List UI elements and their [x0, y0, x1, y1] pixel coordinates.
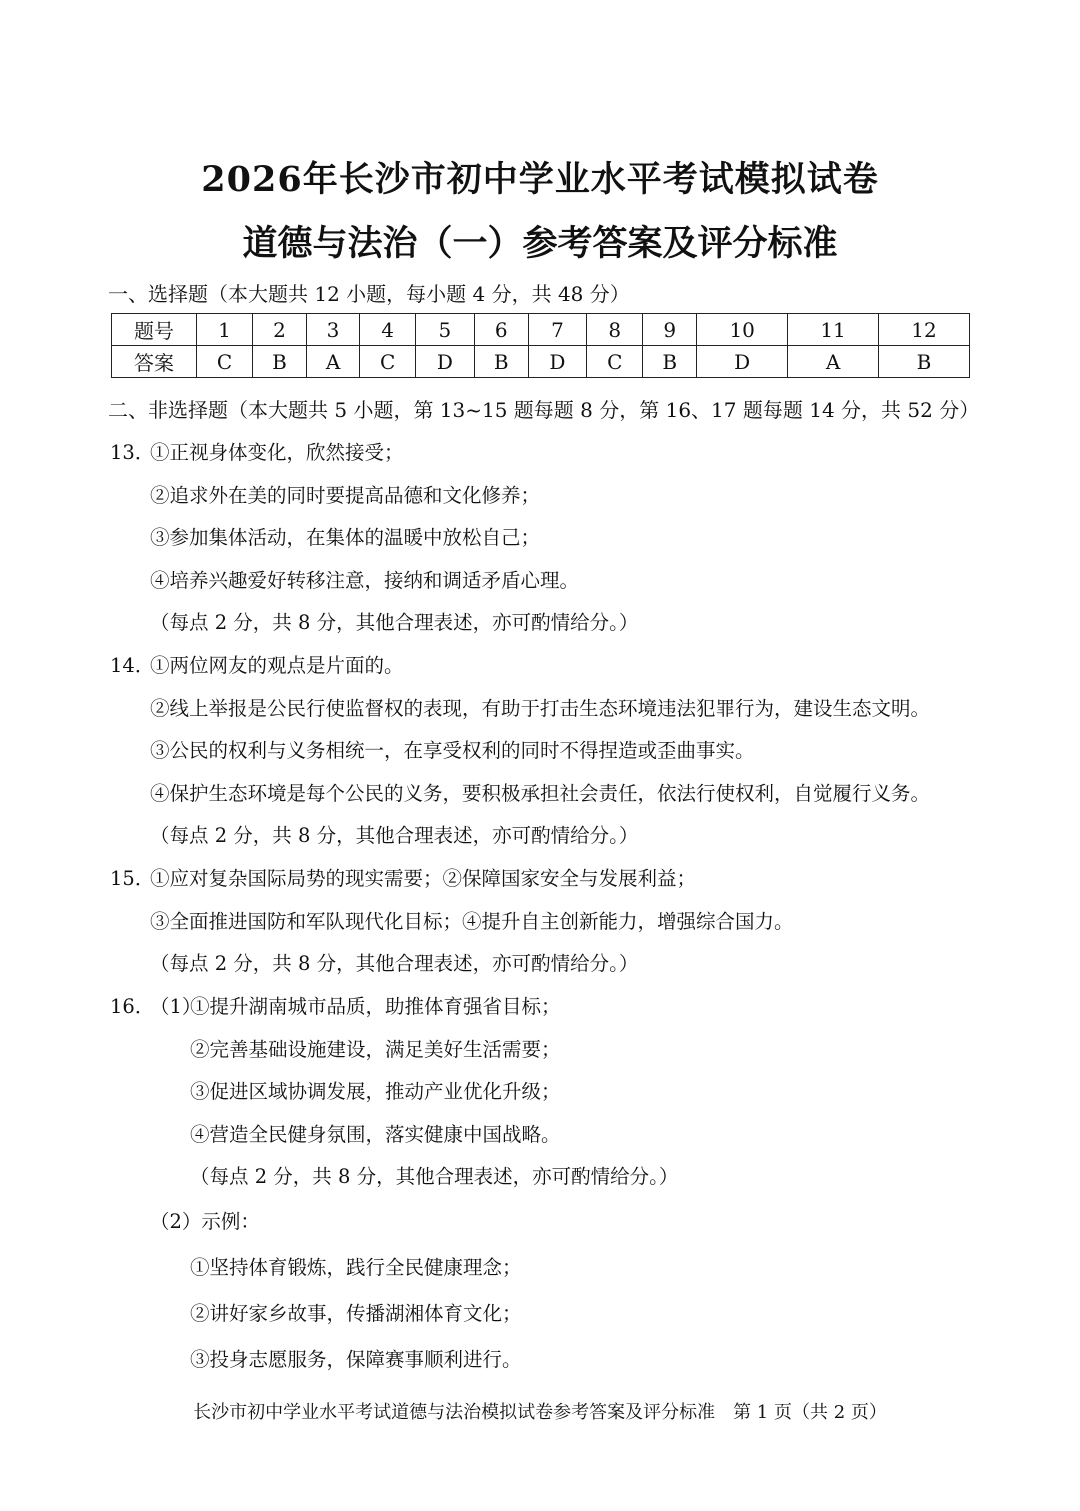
- q13-number: 13．: [110, 441, 155, 464]
- q14-scoring-note: （每点 2 分，共 8 分，其他合理表述，亦可酌情给分。）: [150, 824, 639, 847]
- q13-point-4: ④培养兴趣爱好转移注意，接纳和调适矛盾心理。: [150, 569, 580, 592]
- question-number-cell: 2: [253, 314, 307, 346]
- q15-point-1: ①应对复杂国际局势的现实需要；②保障国家安全与发展利益；: [150, 867, 697, 890]
- q13-scoring-note: （每点 2 分，共 8 分，其他合理表述，亦可酌情给分。）: [150, 611, 639, 634]
- answer-cell: C: [197, 346, 253, 378]
- q14-number: 14．: [110, 654, 155, 677]
- q15-scoring-note: （每点 2 分，共 8 分，其他合理表述，亦可酌情给分。）: [150, 952, 639, 975]
- q16-part1-point-2: ②完善基础设施建设，满足美好生活需要；: [190, 1038, 561, 1061]
- question-number-cell: 5: [416, 314, 475, 346]
- q14-point-3: ③公民的权利与义务相统一，在享受权利的同时不得捏造或歪曲事实。: [150, 739, 755, 762]
- document-title: 2026年长沙市初中学业水平考试模拟试卷: [201, 159, 879, 200]
- question-number-cell: 11: [788, 314, 879, 346]
- answer-cell: D: [697, 346, 788, 378]
- question-number-cell: 9: [643, 314, 697, 346]
- question-number-cell: 10: [697, 314, 788, 346]
- q16-part1-point-4: ④营造全民健身氛围，落实健康中国战略。: [190, 1123, 561, 1146]
- question-number-cell: 8: [587, 314, 643, 346]
- question-number-cell: 4: [360, 314, 416, 346]
- q16-part2-point-3: ③投身志愿服务，保障赛事顺利进行。: [190, 1348, 522, 1371]
- row-label-question: 题号: [112, 314, 197, 346]
- question-number-cell: 1: [197, 314, 253, 346]
- q16-part1-scoring-note: （每点 2 分，共 8 分，其他合理表述，亦可酌情给分。）: [190, 1165, 679, 1188]
- document-subtitle: 道德与法治（一）参考答案及评分标准: [242, 224, 838, 264]
- question-number-cell: 12: [879, 314, 970, 346]
- q16-part2-label: （2）示例：: [150, 1210, 260, 1233]
- answer-cell: B: [253, 346, 307, 378]
- question-number-cell: 6: [474, 314, 528, 346]
- answer-cell: A: [307, 346, 360, 378]
- q14-point-1: ①两位网友的观点是片面的。: [150, 654, 404, 677]
- q13-point-2: ②追求外在美的同时要提高品德和文化修养；: [150, 484, 541, 507]
- question-number-row: [112, 314, 970, 346]
- answer-cell: A: [788, 346, 879, 378]
- q15-number: 15．: [110, 867, 155, 890]
- q15-point-2: ③全面推进国防和军队现代化目标；④提升自主创新能力，增强综合国力。: [150, 910, 794, 933]
- q16-part1-point-3: ③促进区域协调发展，推动产业优化升级；: [190, 1080, 561, 1103]
- section2-heading: 二、非选择题（本大题共 5 小题，第 13~15 题每题 8 分，第 16、17 题每题 14 分，共 52 分）: [108, 398, 980, 422]
- answer-cell: B: [474, 346, 528, 378]
- answer-row: [112, 346, 970, 378]
- q16-part2-point-2: ②讲好家乡故事，传播湖湘体育文化；: [190, 1302, 522, 1325]
- q16-part1-point-1: ①提升湖南城市品质，助推体育强省目标；: [190, 995, 561, 1018]
- q16-part1-label: （1）: [150, 995, 202, 1018]
- row-label-answer: 答案: [112, 346, 197, 378]
- page-footer: 长沙市初中学业水平考试道德与法治模拟试卷参考答案及评分标准 第 1 页（共 2 页）: [193, 1402, 887, 1423]
- answer-cell: B: [643, 346, 697, 378]
- question-number-cell: 3: [307, 314, 360, 346]
- answer-cell: D: [528, 346, 587, 378]
- q14-point-4: ④保护生态环境是每个公民的义务，要积极承担社会责任，依法行使权利，自觉履行义务。: [150, 782, 931, 805]
- q16-number: 16．: [110, 995, 155, 1018]
- answer-cell: D: [416, 346, 475, 378]
- question-number-cell: 7: [528, 314, 587, 346]
- q13-point-3: ③参加集体活动，在集体的温暖中放松自己；: [150, 526, 541, 549]
- answer-cell: B: [879, 346, 970, 378]
- answer-table: [111, 313, 970, 378]
- answer-cell: C: [587, 346, 643, 378]
- answer-cell: C: [360, 346, 416, 378]
- q14-point-2: ②线上举报是公民行使监督权的表现，有助于打击生态环境违法犯罪行为，建设生态文明。: [150, 697, 931, 720]
- section1-heading: 一、选择题（本大题共 12 小题，每小题 4 分，共 48 分）: [108, 282, 630, 306]
- q16-part2-point-1: ①坚持体育锻炼，践行全民健康理念；: [190, 1256, 522, 1279]
- q13-point-1: ①正视身体变化，欣然接受；: [150, 441, 404, 464]
